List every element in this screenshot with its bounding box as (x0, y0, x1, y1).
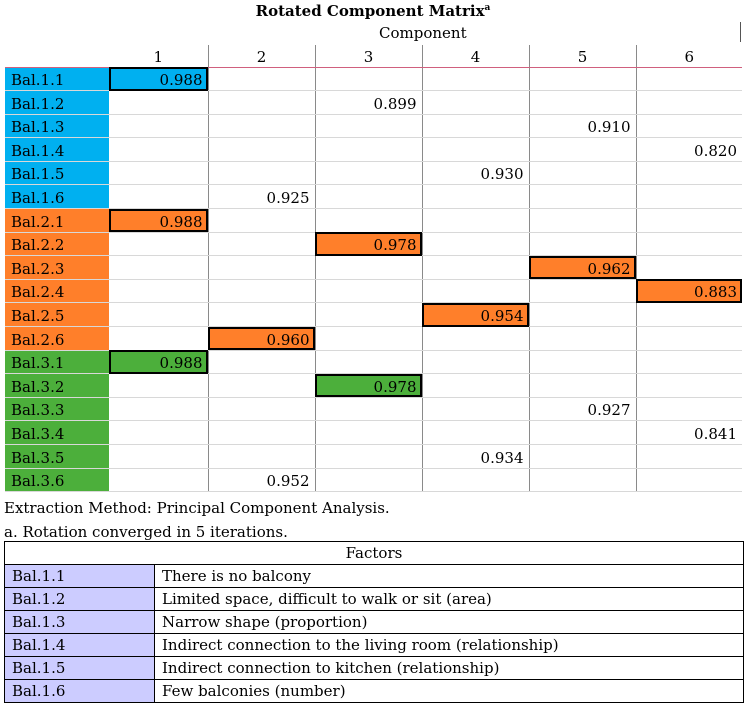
factor-description: Indirect connection to kitchen (relationship) (155, 657, 744, 680)
empty-cell (422, 350, 529, 374)
row-label: Bal.2.1 (5, 209, 109, 233)
empty-cell (208, 279, 315, 303)
loading-value: 0.960 (208, 327, 315, 351)
empty-cell (208, 91, 315, 115)
row-label: Bal.1.2 (5, 91, 109, 115)
column-header: 6 (636, 45, 742, 67)
empty-cell (422, 232, 529, 256)
column-header: 1 (109, 45, 208, 67)
empty-cell (529, 279, 636, 303)
factor-row (5, 657, 744, 680)
empty-cell (636, 256, 742, 280)
empty-cell (636, 397, 742, 421)
table-title (0, 2, 746, 20)
empty-cell (529, 303, 636, 327)
matrix-row (5, 114, 742, 138)
row-label: Bal.3.2 (5, 374, 109, 398)
loading-value: 0.962 (529, 256, 636, 280)
rotation-note: a. Rotation converged in 5 iterations. (4, 523, 288, 541)
row-label: Bal.3.5 (5, 445, 109, 469)
row-label: Bal.3.3 (5, 397, 109, 421)
factor-row (5, 611, 744, 634)
row-label: Bal.3.6 (5, 468, 109, 492)
empty-cell (208, 67, 315, 91)
loading-value: 0.934 (422, 445, 529, 469)
empty-cell (422, 397, 529, 421)
empty-cell (315, 114, 422, 138)
matrix-row (5, 468, 742, 492)
empty-cell (529, 327, 636, 351)
empty-cell (529, 232, 636, 256)
loading-value: 0.927 (529, 397, 636, 421)
empty-cell (315, 397, 422, 421)
empty-cell (529, 350, 636, 374)
factor-row (5, 680, 744, 703)
rotated-component-matrix (5, 45, 742, 492)
factor-description: There is no balcony (155, 565, 744, 588)
factor-description: Indirect connection to the living room (relationship) (155, 634, 744, 657)
matrix-row (5, 185, 742, 209)
loading-value: 0.841 (636, 421, 742, 445)
factors-table (4, 541, 744, 703)
matrix-row (5, 67, 742, 91)
empty-cell (109, 138, 208, 162)
row-label: Bal.1.3 (5, 114, 109, 138)
empty-cell (422, 279, 529, 303)
empty-cell (636, 350, 742, 374)
empty-cell (315, 327, 422, 351)
empty-cell (636, 185, 742, 209)
empty-cell (636, 91, 742, 115)
empty-cell (529, 445, 636, 469)
loading-value: 0.910 (529, 114, 636, 138)
empty-cell (315, 468, 422, 492)
empty-cell (315, 279, 422, 303)
loading-value: 0.988 (109, 209, 208, 233)
factor-code: Bal.1.3 (5, 611, 155, 634)
matrix-row (5, 279, 742, 303)
empty-cell (315, 138, 422, 162)
empty-cell (208, 209, 315, 233)
empty-cell (315, 303, 422, 327)
empty-cell (529, 91, 636, 115)
empty-cell (636, 445, 742, 469)
empty-cell (422, 421, 529, 445)
empty-cell (422, 468, 529, 492)
empty-cell (422, 114, 529, 138)
factor-row (5, 588, 744, 611)
empty-cell (109, 161, 208, 185)
empty-cell (422, 91, 529, 115)
empty-cell (208, 374, 315, 398)
empty-cell (109, 397, 208, 421)
corner-cell (5, 45, 109, 67)
column-header: 4 (422, 45, 529, 67)
empty-cell (109, 421, 208, 445)
empty-cell (315, 350, 422, 374)
empty-cell (109, 232, 208, 256)
matrix-row (5, 209, 742, 233)
empty-cell (422, 374, 529, 398)
component-header: Component (379, 24, 467, 42)
empty-cell (422, 327, 529, 351)
loading-value: 0.954 (422, 303, 529, 327)
loading-value: 0.978 (315, 232, 422, 256)
factor-description: Limited space, difficult to walk or sit (area) (155, 588, 744, 611)
empty-cell (315, 421, 422, 445)
empty-cell (208, 138, 315, 162)
empty-cell (109, 468, 208, 492)
loading-value: 0.930 (422, 161, 529, 185)
row-label: Bal.3.1 (5, 350, 109, 374)
empty-cell (109, 374, 208, 398)
empty-cell (315, 185, 422, 209)
empty-cell (636, 232, 742, 256)
matrix-row (5, 91, 742, 115)
empty-cell (109, 279, 208, 303)
loading-value: 0.925 (208, 185, 315, 209)
empty-cell (208, 114, 315, 138)
loading-value: 0.988 (109, 350, 208, 374)
empty-cell (315, 209, 422, 233)
matrix-row (5, 350, 742, 374)
empty-cell (422, 209, 529, 233)
loading-value: 0.820 (636, 138, 742, 162)
factors-header-row (5, 542, 744, 565)
row-label: Bal.2.2 (5, 232, 109, 256)
row-label: Bal.1.1 (5, 67, 109, 91)
factor-row (5, 565, 744, 588)
column-divider (740, 22, 741, 42)
row-label: Bal.2.6 (5, 327, 109, 351)
empty-cell (208, 303, 315, 327)
empty-cell (109, 185, 208, 209)
row-label: Bal.2.5 (5, 303, 109, 327)
empty-cell (208, 421, 315, 445)
matrix-row (5, 161, 742, 185)
empty-cell (636, 67, 742, 91)
factors-header: Factors (5, 542, 744, 565)
table-title-text: Rotated Component Matrix (255, 2, 485, 20)
factor-code: Bal.1.4 (5, 634, 155, 657)
empty-cell (208, 445, 315, 469)
empty-cell (422, 67, 529, 91)
matrix-row (5, 327, 742, 351)
factor-code: Bal.1.5 (5, 657, 155, 680)
row-label: Bal.3.4 (5, 421, 109, 445)
title-footnote-mark: a (484, 3, 491, 13)
empty-cell (636, 468, 742, 492)
empty-cell (636, 114, 742, 138)
empty-cell (529, 421, 636, 445)
empty-cell (315, 67, 422, 91)
empty-cell (422, 256, 529, 280)
factor-code: Bal.1.6 (5, 680, 155, 703)
empty-cell (109, 114, 208, 138)
empty-cell (208, 232, 315, 256)
column-header: 3 (315, 45, 422, 67)
loading-value: 0.883 (636, 279, 742, 303)
matrix-row (5, 303, 742, 327)
empty-cell (208, 161, 315, 185)
matrix-row (5, 374, 742, 398)
empty-cell (529, 374, 636, 398)
empty-cell (109, 303, 208, 327)
matrix-row (5, 397, 742, 421)
column-header-row (5, 45, 742, 67)
empty-cell (208, 397, 315, 421)
empty-cell (315, 161, 422, 185)
empty-cell (636, 161, 742, 185)
row-label: Bal.2.4 (5, 279, 109, 303)
factor-row (5, 634, 744, 657)
empty-cell (109, 445, 208, 469)
empty-cell (529, 468, 636, 492)
matrix-row (5, 138, 742, 162)
factor-code: Bal.1.2 (5, 588, 155, 611)
empty-cell (208, 256, 315, 280)
empty-cell (208, 350, 315, 374)
matrix-row (5, 445, 742, 469)
column-header: 5 (529, 45, 636, 67)
matrix-row (5, 421, 742, 445)
row-label: Bal.1.5 (5, 161, 109, 185)
loading-value: 0.978 (315, 374, 422, 398)
row-label: Bal.1.4 (5, 138, 109, 162)
empty-cell (422, 138, 529, 162)
extraction-method-note: Extraction Method: Principal Component Analysis. (4, 499, 390, 517)
empty-cell (529, 209, 636, 233)
loading-value: 0.988 (109, 67, 208, 91)
matrix-row (5, 232, 742, 256)
column-header: 2 (208, 45, 315, 67)
empty-cell (636, 374, 742, 398)
factor-description: Narrow shape (proportion) (155, 611, 744, 634)
matrix-row (5, 256, 742, 280)
empty-cell (529, 185, 636, 209)
factor-description: Few balconies (number) (155, 680, 744, 703)
empty-cell (636, 327, 742, 351)
empty-cell (529, 67, 636, 91)
empty-cell (422, 185, 529, 209)
empty-cell (315, 445, 422, 469)
loading-value: 0.952 (208, 468, 315, 492)
empty-cell (315, 256, 422, 280)
loading-value: 0.899 (315, 91, 422, 115)
empty-cell (636, 303, 742, 327)
empty-cell (529, 161, 636, 185)
row-label: Bal.1.6 (5, 185, 109, 209)
factor-code: Bal.1.1 (5, 565, 155, 588)
empty-cell (109, 256, 208, 280)
empty-cell (636, 209, 742, 233)
row-label: Bal.2.3 (5, 256, 109, 280)
empty-cell (109, 327, 208, 351)
empty-cell (529, 138, 636, 162)
empty-cell (109, 91, 208, 115)
